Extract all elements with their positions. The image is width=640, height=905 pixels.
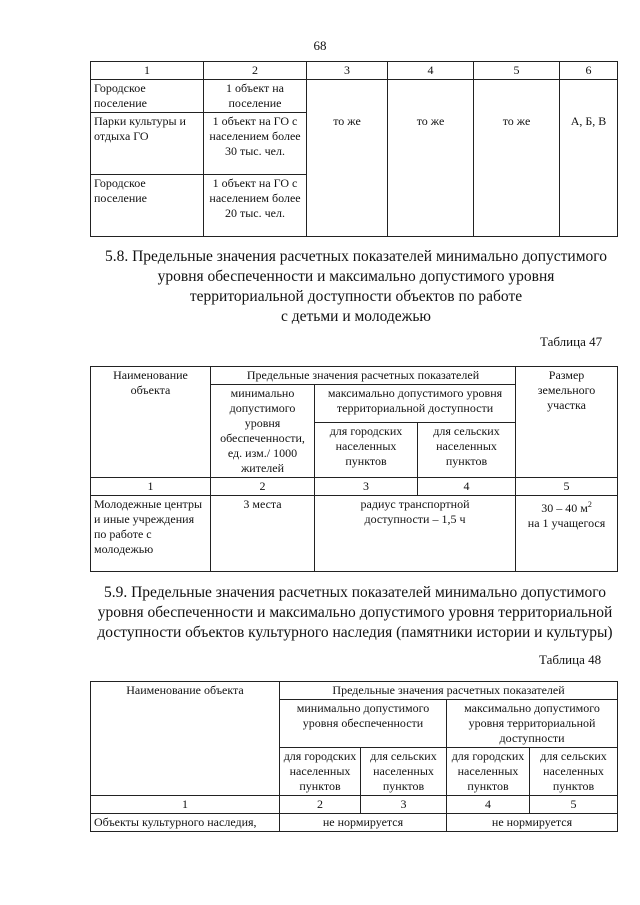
table-header-numbers: [91, 796, 618, 814]
cell-name: Молодежные центры и иные учреждения по работе с молодежью: [91, 496, 211, 572]
header-max: максимально допустимого уровня территориальной доступности: [315, 385, 516, 423]
col-num-2: 2: [211, 478, 315, 496]
heading-line: территориальной доступности объектов по работе: [189, 288, 523, 305]
cell-norm: 1 объект на ГО с населением более 20 тыс. чел.: [204, 175, 307, 237]
header-name: Наименование объекта: [91, 682, 280, 796]
col-num-6: 6: [560, 62, 618, 80]
table-47-caption: Таблица 47: [540, 334, 603, 349]
access-text: радиус транспортной доступности – 1,5 ч: [360, 497, 470, 526]
col-num-4: 4: [447, 796, 530, 814]
header-limits: Предельные значения расчетных показателей: [280, 682, 618, 700]
table-continued: [90, 61, 618, 237]
cell-name: Парки культуры и отдыха ГО: [91, 113, 204, 175]
table-row: [91, 814, 618, 832]
cell-col5: то же: [474, 113, 560, 175]
heading-line: уровня обеспеченности и максимально допустимого уровня: [157, 268, 555, 285]
cell-col6: А, Б, В: [560, 113, 618, 175]
cell-col3: то же: [307, 113, 388, 175]
header-land-size: Размер земельного участка: [516, 367, 618, 478]
header-rural-b: для сельских населенных пунктов: [530, 748, 618, 796]
table-header: [91, 682, 618, 700]
land-value: 30 – 40 м: [541, 501, 588, 515]
land-unit: на 1 учащегося: [527, 516, 606, 530]
header-rural-a: для сельских населенных пунктов: [361, 748, 447, 796]
section-5-8-heading: [96, 247, 616, 327]
header-rural: для сельских населенных пунктов: [418, 422, 516, 477]
cell-norm: 1 объект на ГО с населением более 30 тыс. чел.: [204, 113, 307, 175]
cell-min: 3 места: [211, 496, 315, 572]
col-num-3: 3: [315, 478, 418, 496]
col-num-3: 3: [361, 796, 447, 814]
col-num-2: 2: [204, 62, 307, 80]
cell-name: Объекты культурного наследия,: [91, 814, 280, 832]
table-row: [91, 496, 618, 572]
header-min: минимально допустимого уровня обеспеченности, ед. изм./ 1000 жителей: [211, 385, 315, 478]
cell-access: [315, 496, 516, 572]
header-name: Наименование объекта: [91, 367, 211, 478]
page-number: 68: [313, 38, 327, 53]
col-num-5: 5: [530, 796, 618, 814]
cell-name: Городское поселение: [91, 80, 204, 113]
cell-norm: 1 объект на поселение: [204, 80, 307, 113]
table-47: [90, 366, 618, 572]
col-num-2: 2: [280, 796, 361, 814]
table-header: [91, 367, 618, 385]
col-num-4: 4: [388, 62, 474, 80]
section-5-9-heading: [90, 583, 620, 643]
land-unit-sup: 2: [587, 500, 592, 509]
cell-col4: то же: [388, 113, 474, 175]
header-urban-b: для городских населенных пунктов: [447, 748, 530, 796]
cell-land: [516, 496, 618, 572]
cell-min: не нормируется: [280, 814, 447, 832]
col-num-1: 1: [91, 796, 280, 814]
table-row: [91, 80, 618, 113]
col-num-1: 1: [91, 478, 211, 496]
col-num-1: 1: [91, 62, 204, 80]
col-num-5: 5: [516, 478, 618, 496]
col-num-4: 4: [418, 478, 516, 496]
table-header-numbers: [91, 62, 618, 80]
heading-line: доступности объектов культурного наследия (памятники истории и культуры): [97, 624, 613, 641]
table-48: [90, 681, 618, 832]
cell-max: не нормируется: [447, 814, 618, 832]
col-num-5: 5: [474, 62, 560, 80]
header-max: максимально допустимого уровня территориальной доступности: [447, 700, 618, 748]
table-header-numbers: [91, 478, 618, 496]
header-min: [280, 700, 447, 748]
header-urban: для городских населенных пунктов: [315, 422, 418, 477]
heading-line: 5.9. Предельные значения расчетных показателей минимально допустимого: [103, 584, 606, 601]
header-urban-a: для городских населенных пунктов: [280, 748, 361, 796]
table-row: [91, 175, 618, 237]
heading-line: 5.8. Предельные значения расчетных показателей минимально допустимого: [104, 248, 607, 265]
table-row: [91, 113, 618, 175]
cell-name: Городское поселение: [91, 175, 204, 237]
heading-line: с детьми и молодежью: [280, 308, 432, 325]
col-num-3: 3: [307, 62, 388, 80]
header-limits: Предельные значения расчетных показателей: [211, 367, 516, 385]
heading-line: уровня обеспеченности и максимально допустимого уровня территориальной: [97, 604, 613, 621]
header-min-text: минимально допустимого уровня обеспеченности: [296, 701, 430, 730]
table-48-caption: Таблица 48: [539, 652, 602, 667]
